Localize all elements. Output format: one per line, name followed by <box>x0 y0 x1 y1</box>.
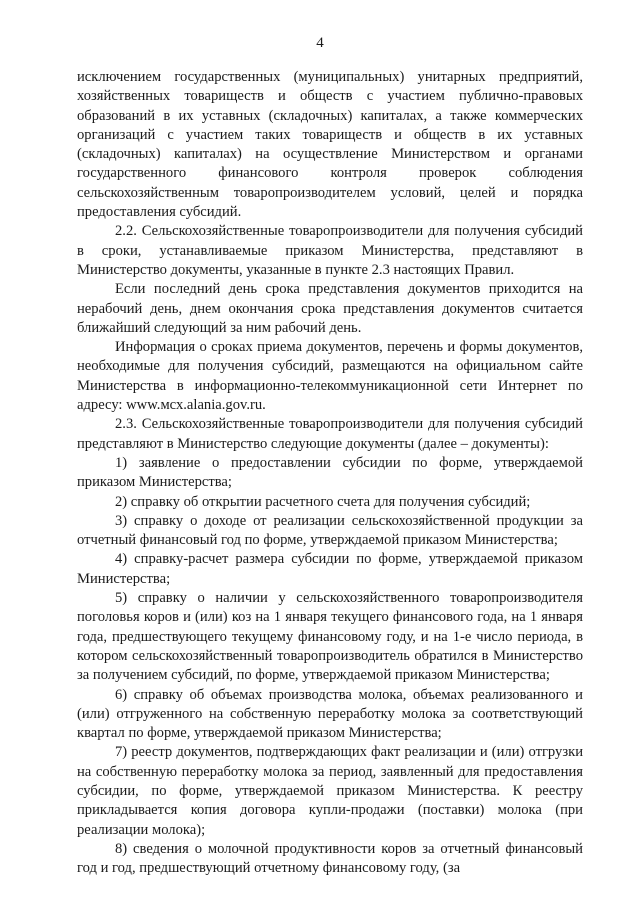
list-item-2: 2) справку об открытии расчетного счета для получения субсидий; <box>115 493 531 510</box>
paragraph-2-3: 2.3. Сельскохозяйственные товаропроизводители для получения субсидий представляют в Министерство следующие документы (далее – документы): <box>77 416 583 452</box>
paragraph-continuation: исключением государственных (муниципальных) унитарных предприятий, хозяйственных товариществ и обществ с участием публично-правовых образований в их уставных (складочных) капиталах, а также коммерческих организаций с участием таких товариществ и обществ в их уставных (складочных) капиталах) на осуществление Министерством и органами государственного финансового контроля проверок соблюдения сельскохозяйственным товаропроизводителем условий, целей и порядка предоставления субсидий. <box>77 69 583 221</box>
page-number: 4 <box>316 35 324 51</box>
document-body <box>77 68 583 878</box>
list-item-6: 6) справку об объемах производства молока, объемах реализованного и (или) отгруженного на собственную переработку молока за соответствующий квартал по форме, утверждаемой приказом Министерства; <box>77 686 583 742</box>
list-item-8: 8) сведения о молочной продуктивности коров за отчетный финансовый год и год, предшествующий отчетному финансовому году, (за <box>77 840 583 877</box>
list-item-5: 5) справку о наличии у сельскохозяйственного товаропроизводителя поголовья коров и (или) коз на 1 января текущего финансового года, на 1 января года, предшествующего текущему финансовому году, и на 1-е число периода, в котором сельскохозяйственный товаропроизводитель обратился в Министерство за получением субсидий, по форме, утверждаемой приказом Министерства; <box>77 590 583 684</box>
paragraph-information: Информация о сроках приема документов, перечень и формы документов, необходимые для получения субсидий, размещаются на официальном сайте Министерства в информационно-телекоммуникационной сети Интернет по адресу: www.мсх.alania.gov.ru. <box>77 339 583 414</box>
list-item-4: 4) справку-расчет размера субсидии по форме, утверждаемой приказом Министерства; <box>77 551 583 587</box>
paragraph-deadline-holiday: Если последний день срока представления документов приходится на нерабочий день, днем окончания срока представления документов считается ближайший следующий за ним рабочий день. <box>77 281 583 336</box>
paragraph-2-2: 2.2. Сельскохозяйственные товаропроизводители для получения субсидий в сроки, устанавливаемые приказом Министерства, представляют в Министерство документы, указанные в пункте 2.3 настоящих Правил. <box>77 223 583 278</box>
list-item-1: 1) заявление о предоставлении субсидии по форме, утверждаемой приказом Министерства; <box>77 454 583 491</box>
list-item-3: 3) справку о доходе от реализации сельскохозяйственной продукции за отчетный финансовый год по форме, утверждаемой приказом Министерства; <box>77 512 583 549</box>
list-item-7: 7) реестр документов, подтверждающих факт реализации и (или) отгрузки на собственную переработку молока за период, заявленный для предоставления субсидии, по форме, утверждаемой приказом Министерства. К реестру прикладывается копия договора купли-продажи (поставки) молока (при реализации молока); <box>77 744 583 838</box>
